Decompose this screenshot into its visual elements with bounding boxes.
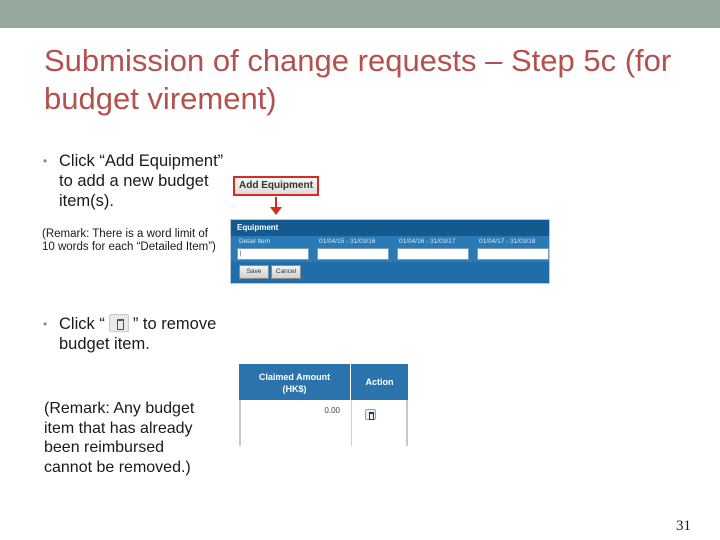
equipment-row <box>231 236 549 262</box>
table-row <box>239 400 408 446</box>
cancel-button[interactable]: Cancel <box>271 265 301 279</box>
slide-title: Submission of change requests – Step 5c (for budget virement) <box>44 43 672 116</box>
claimed-amount-value: 0.00 <box>324 406 340 415</box>
bullet-dot: • <box>43 154 48 168</box>
top-band <box>0 0 720 28</box>
bullet-remove-item <box>43 314 219 354</box>
equipment-panel-header: Equipment <box>231 220 549 236</box>
period-1-input[interactable] <box>317 248 389 260</box>
bullet-add-equipment <box>43 151 224 211</box>
claimed-amount-header <box>239 364 350 400</box>
bullet-remove-prefix: Click “ <box>59 315 105 333</box>
period-2-label: 01/04/16 - 31/03/17 <box>399 238 456 245</box>
page-number: 31 <box>676 518 691 534</box>
add-equipment-button[interactable]: Add Equipment <box>233 176 319 196</box>
bullet-add-equipment-text: Click “Add Equipment” to add a new budget item(s). <box>59 152 224 210</box>
claimed-amount-header-line1: Claimed Amount <box>258 372 331 382</box>
bullet-dot: • <box>43 317 48 331</box>
period-3-input[interactable] <box>477 248 549 260</box>
period-2-input[interactable] <box>397 248 469 260</box>
claimed-amount-header-line2: (HK$) <box>282 384 307 394</box>
equipment-button-bar <box>231 262 549 283</box>
claimed-amount-table <box>239 364 408 446</box>
save-button[interactable]: Save <box>239 265 269 279</box>
action-header: Action <box>351 364 408 400</box>
equipment-panel <box>230 219 550 284</box>
trash-icon <box>109 314 129 332</box>
period-1-label: 01/04/15 - 31/03/16 <box>319 238 376 245</box>
trash-icon[interactable] <box>365 409 376 420</box>
bullet-remove-suffix: ” to remove budget item. <box>59 315 217 353</box>
remark-reimbursed: (Remark: Any budget item that has already been reimbursed cannot be removed.) <box>44 400 195 476</box>
detail-item-label: Detail Item <box>239 238 271 245</box>
remark-word-limit: (Remark: There is a word limit of 10 words for each “Detailed Item”) <box>42 228 216 253</box>
detail-item-input[interactable]: | <box>237 248 309 260</box>
column-divider <box>351 400 352 446</box>
period-3-label: 01/04/17 - 31/03/18 <box>479 238 536 245</box>
